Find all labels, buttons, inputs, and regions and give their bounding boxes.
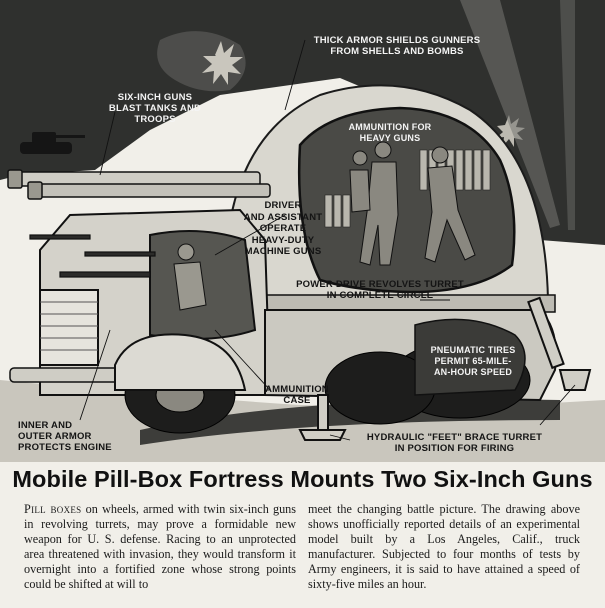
callout-power-drive: POWER DRIVE REVOLVES TURRET IN COMPLETE CIRCLE	[296, 279, 464, 301]
callout-hydraulic-feet: HYDRAULIC "FEET" BRACE TURRET IN POSITION FOR FIRING	[366, 432, 543, 454]
radiator-grille	[40, 290, 98, 365]
six-inch-gun-barrels	[8, 170, 270, 199]
callout-driver-assistant: DRIVER AND ASSISTANT OPERATE HEAVY-DUTY MACHINE GUNS	[243, 200, 323, 257]
callout-ammunition-case: AMMUNITION CASE	[265, 384, 329, 406]
article-body-column-right: meet the changing battle picture. The drawing above shows unofficially reported details of an experimental model built by a Los Angeles, Calif., truck manufacturer. Subjected to four months of tests by Army engineers, it is said to have attained a speed of sixty-five miles an hour.	[308, 502, 580, 591]
callout-ammunition-heavy-guns: AMMUNITION FOR HEAVY GUNS	[348, 122, 432, 143]
callout-inner-outer-armor: INNER AND OUTER ARMOR PROTECTS ENGINE	[18, 420, 112, 453]
article-body-left-text: on wheels, armed with twin six-inch guns in revolving turrets, may prove a formidable new weapon for U. S. defense. Racing to an unprotected area threatened with invasion, they would transform it overnight into a fortified zone whose strong points could be shifted at will to	[24, 502, 297, 591]
callout-thick-armor: THICK ARMOR SHIELDS GUNNERS FROM SHELLS AND BOMBS	[313, 35, 481, 57]
article-lead-words: Pill boxes	[24, 502, 82, 516]
callout-six-inch-guns: SIX-INCH GUNS BLAST TANKS AND TROOPS	[108, 92, 202, 125]
callout-pneumatic-tires: PNEUMATIC TIRES PERMIT 65-MILE- AN-HOUR SPEED	[430, 345, 516, 377]
article-body-column-left	[24, 502, 296, 591]
article-headline: Mobile Pill-Box Fortress Mounts Two Six-Inch Guns	[12, 466, 593, 492]
